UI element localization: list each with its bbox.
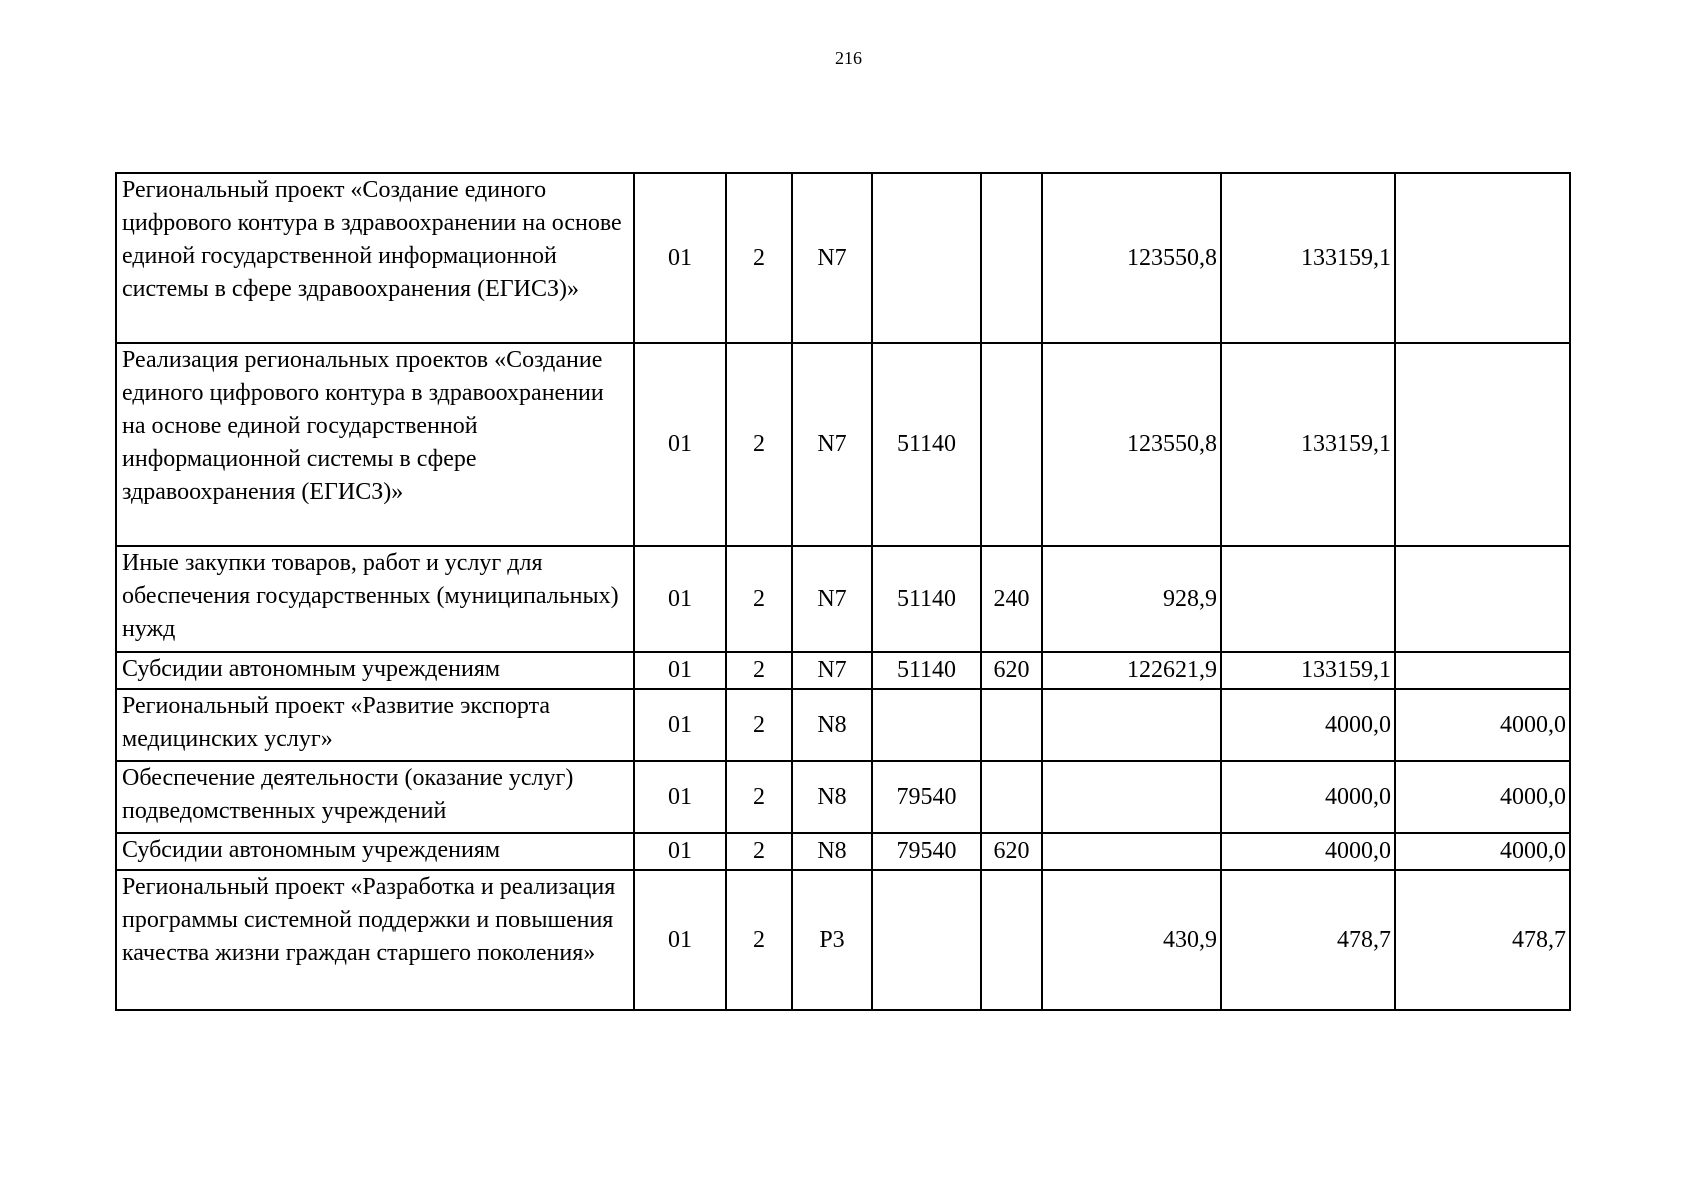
row-name: Иные закупки товаров, работ и услуг для обеспечения государственных (муниципальных) нужд [116,546,634,652]
cell-expense-type [981,761,1042,833]
cell-target-code: 51140 [872,546,981,652]
cell-value-2: 4000,0 [1221,761,1395,833]
cell-value-3 [1395,652,1570,689]
cell-subsection: 2 [726,761,792,833]
row-name: Региональный проект «Разработка и реализация программы системной поддержки и повышения качества жизни граждан старшего поколения» [116,870,634,1010]
table-row [116,833,1570,870]
cell-expense-type [981,343,1042,546]
page-number: 216 [835,48,862,68]
cell-subsection: 2 [726,870,792,1010]
cell-project-code: Р3 [792,870,872,1010]
cell-target-code [872,689,981,761]
cell-target-code: 51140 [872,652,981,689]
cell-section: 01 [634,870,726,1010]
cell-project-code: N7 [792,652,872,689]
budget-table [115,172,1571,1011]
cell-target-code: 79540 [872,761,981,833]
cell-subsection: 2 [726,173,792,343]
cell-section: 01 [634,833,726,870]
cell-value-2: 4000,0 [1221,833,1395,870]
cell-value-1 [1042,833,1221,870]
row-name: Субсидии автономным учреждениям [116,833,634,870]
cell-subsection: 2 [726,546,792,652]
cell-subsection: 2 [726,833,792,870]
cell-project-code: N8 [792,761,872,833]
cell-project-code: N8 [792,833,872,870]
table-row [116,546,1570,652]
cell-target-code [872,870,981,1010]
cell-value-3 [1395,546,1570,652]
cell-value-1: 928,9 [1042,546,1221,652]
table-row [116,870,1570,1010]
cell-value-3 [1395,173,1570,343]
row-name: Региональный проект «Развитие экспорта медицинских услуг» [116,689,634,761]
cell-value-3 [1395,343,1570,546]
cell-expense-type [981,870,1042,1010]
cell-section: 01 [634,343,726,546]
cell-value-2: 133159,1 [1221,173,1395,343]
cell-project-code: N7 [792,546,872,652]
cell-target-code [872,173,981,343]
table-row [116,652,1570,689]
cell-section: 01 [634,652,726,689]
table-row [116,761,1570,833]
cell-target-code: 79540 [872,833,981,870]
cell-value-3: 4000,0 [1395,833,1570,870]
cell-expense-type: 620 [981,833,1042,870]
row-name: Обеспечение деятельности (оказание услуг) подведомственных учреждений [116,761,634,833]
cell-value-2: 4000,0 [1221,689,1395,761]
cell-expense-type: 620 [981,652,1042,689]
cell-subsection: 2 [726,343,792,546]
cell-value-1: 122621,9 [1042,652,1221,689]
table-row [116,689,1570,761]
row-name: Региональный проект «Создание единого цифрового контура в здравоохранении на основе единой государственной информационной системы в сфере здравоохранения (ЕГИСЗ)» [116,173,634,343]
cell-value-3: 4000,0 [1395,761,1570,833]
cell-value-1: 123550,8 [1042,343,1221,546]
cell-value-2: 133159,1 [1221,652,1395,689]
cell-value-2: 133159,1 [1221,343,1395,546]
cell-project-code: N7 [792,343,872,546]
table-row [116,173,1570,343]
cell-expense-type [981,689,1042,761]
table-row [116,343,1570,546]
cell-subsection: 2 [726,689,792,761]
cell-target-code: 51140 [872,343,981,546]
cell-subsection: 2 [726,652,792,689]
cell-value-3: 4000,0 [1395,689,1570,761]
cell-expense-type: 240 [981,546,1042,652]
cell-section: 01 [634,761,726,833]
row-name: Субсидии автономным учреждениям [116,652,634,689]
cell-value-1 [1042,761,1221,833]
cell-section: 01 [634,689,726,761]
cell-expense-type [981,173,1042,343]
cell-value-1: 430,9 [1042,870,1221,1010]
cell-section: 01 [634,546,726,652]
cell-value-2 [1221,546,1395,652]
cell-value-1 [1042,689,1221,761]
cell-value-1: 123550,8 [1042,173,1221,343]
cell-project-code: N8 [792,689,872,761]
cell-project-code: N7 [792,173,872,343]
cell-value-3: 478,7 [1395,870,1570,1010]
cell-section: 01 [634,173,726,343]
cell-value-2: 478,7 [1221,870,1395,1010]
row-name: Реализация региональных проектов «Создание единого цифрового контура в здравоохранении на основе единой государственной информационной системы в сфере здравоохранения (ЕГИСЗ)» [116,343,634,546]
